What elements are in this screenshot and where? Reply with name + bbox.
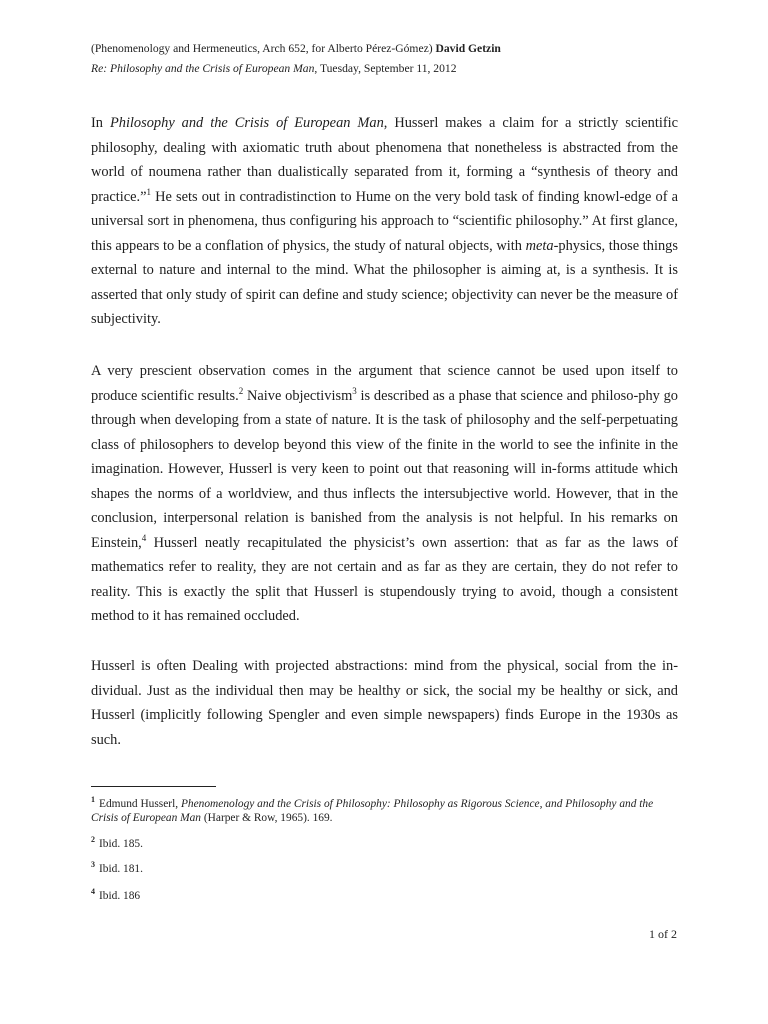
footnote-4-text: Ibid. 186 <box>99 890 141 902</box>
p1-meta-word: meta- <box>525 237 559 254</box>
footnote-4-number: 4 <box>91 887 95 897</box>
footnote-2-number: 2 <box>91 835 95 845</box>
footnote-3-number: 3 <box>91 860 95 870</box>
header-course-line <box>91 39 691 59</box>
p2-text-d: Husserl neatly recapitulated the physicist’s own assertion: that as far as the laws of mathematics refer to reality, they are not certain and as far as they are certain, they do not refer to reality. This is exactly the split that Husserl is stupendously trying to avoid, though a consistent method to it has remained occluded. <box>91 534 678 624</box>
page-number: 1 of 2 <box>649 927 677 941</box>
footnote-ref-1[interactable]: 1 <box>146 186 152 197</box>
header-date: , Tuesday, September 11, 2012 <box>314 62 457 75</box>
p2-text-b: Naive objectivism <box>243 387 353 404</box>
p1-book-title: Philosophy and the Crisis of European Man <box>109 115 384 131</box>
footnote-3-text: Ibid. 181. <box>99 863 143 875</box>
footnote-separator <box>91 786 216 787</box>
p2-text-a: A very prescient observation comes in the argument that science cannot be used upon itself to produce scientific results. <box>91 363 678 404</box>
p1-text-c: He sets out in contradistinction to Hume on the very bold task of finding knowl-edge of a universal sort in phenomena, thus configuring his approach to “scientific philosophy.” At first glance, this appears to be a conflation of physics, the study of natural objects, with <box>91 188 678 254</box>
header-author: David Getzin <box>435 42 501 55</box>
header-course-info: (Phenomenology and Hermeneutics, Arch 652, for Alberto Pérez-Gómez) <box>91 42 433 55</box>
footnote-2 <box>91 837 681 851</box>
footnote-ref-3[interactable]: 3 <box>352 385 357 396</box>
footnote-3 <box>91 862 681 876</box>
footnote-1 <box>91 797 681 825</box>
footnote-1-text-b: (Harper & Row, 1965). 169. <box>201 812 333 824</box>
footnote-1-book-title: Phenomenology and the Crisis of Philosophy: Philosophy as Rigorous Science, and Philosophy and the Crisis of European Man <box>91 798 654 824</box>
footnote-1-number: 1 <box>91 795 95 805</box>
footnote-1-text-a: Edmund Husserl, <box>99 798 181 810</box>
footnote-4 <box>91 889 681 903</box>
p1-text-b: , Husserl makes a claim for a strictly scientific philosophy, dealing with axiomatic truth about phenomena that nonetheless is abstracted from the world of noumena rather than dualistically separated from it, forming a “synthesis of theory and practice.” <box>91 115 678 205</box>
footnote-2-text: Ibid. 185. <box>99 838 143 850</box>
paragraph-3: Husserl is often Dealing with projected abstractions: mind from the physical, social from the in-dividual. Just as the individual then may be healthy or sick, the social my be healthy or sick, and Husserl (implicitly following Spengler and even simple newspapers) finds Europe in the 1930s as such. <box>91 658 678 748</box>
paragraph-1 <box>91 111 678 332</box>
p1-text-d: physics, those things external to nature and internal to the mind. What the philosopher is aiming at, is a synthesis. It is asserted that only study of spirit can define and study science; objectivity can never be the measure of subjectivity. <box>91 237 678 327</box>
paragraph-2 <box>91 359 678 629</box>
p2-text-c: is described as a phase that science and philoso-phy go through when developing from a state of nature. It is the task of philosophy and the self-perpetuating class of philosophers to develop beyond this view of the finite in the world to see the infinite in the imagination. However, Husserl is very keen to point out that reasoning will in-forms attitude which shapes the norms of a worldview, and thus inflects the intersubjective world. However, that in the conclusion, interpersonal relation is banished from the analysis is not helpful. In his remarks on Einstein, <box>91 387 678 551</box>
p1-text-a: In <box>91 115 110 131</box>
header-subject-line <box>91 59 691 79</box>
footnote-ref-2[interactable]: 2 <box>238 385 244 396</box>
document-header <box>91 39 691 79</box>
header-subject: Re: Philosophy and the Crisis of European Man <box>91 62 315 75</box>
footnote-ref-4[interactable]: 4 <box>141 532 147 543</box>
